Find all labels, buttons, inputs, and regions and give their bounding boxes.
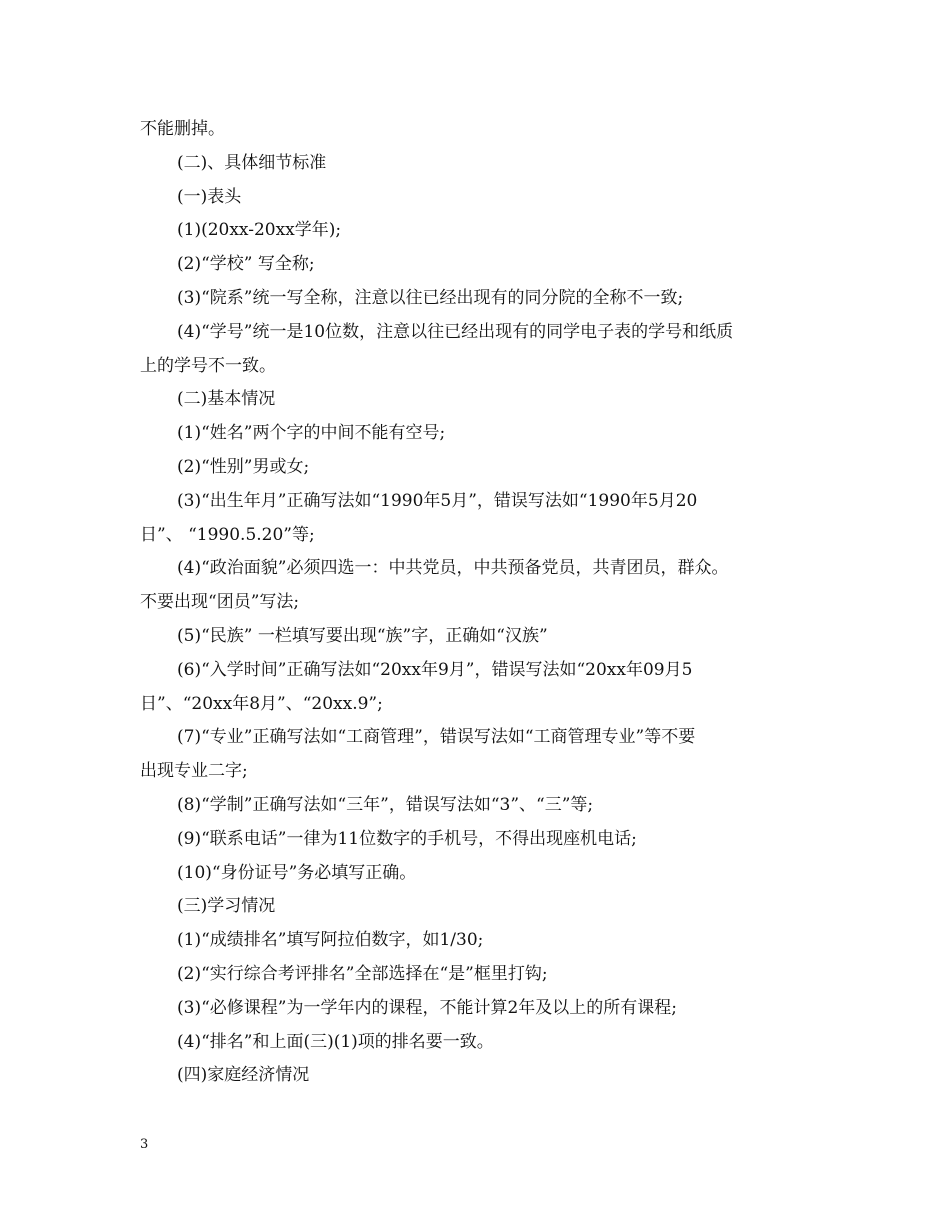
- text-line: (9)“联系电话”一律为11位数字的手机号，不得出现座机电话;: [177, 828, 637, 849]
- text-line: (7)“专业”正确写法如“工商管理”，错误写法如“工商管理专业”等不要: [177, 727, 696, 748]
- text-line: (三)学习情况: [177, 896, 276, 917]
- text-line: (10)“身份证号”务必填写正确。: [177, 862, 417, 883]
- text-line: (1)“姓名”两个字的中间不能有空号;: [177, 423, 446, 444]
- text-line: (二)基本情况: [177, 389, 276, 410]
- text-line: 出现专业二字;: [140, 761, 248, 782]
- text-line: 不能删掉。: [140, 119, 225, 139]
- text-line: 不要出现“团员”写法;: [140, 592, 300, 613]
- text-line: 日”、 “1990.5.20”等;: [140, 524, 315, 545]
- text-line: (3)“出生年月”正确写法如“1990年5月”，错误写法如“1990年5月20: [177, 490, 698, 511]
- text-line: (4)“政治面貌”必须四选一：中共党员，中共预备党员，共青团员，群众。: [177, 558, 729, 579]
- text-line: (4)“学号”统一是10位数，注意以往已经出现有的同学电子表的学号和纸质: [177, 321, 734, 342]
- text-line: (四)家庭经济情况: [177, 1065, 310, 1086]
- text-line: (二)、具体细节标准: [177, 152, 327, 173]
- text-line: (8)“学制”正确写法如“三年”，错误写法如“3”、“三”等;: [177, 794, 594, 815]
- text-line: (1)(20xx-20xx学年);: [177, 220, 342, 241]
- text-line: (5)“民族” 一栏填写要出现“族”字，正确如“汉族”: [177, 625, 548, 646]
- text-line: (2)“实行综合考评排名”全部选择在“是”框里打钩;: [177, 963, 548, 984]
- text-line: (2)“性别”男或女;: [177, 456, 310, 477]
- text-line: (6)“入学时间”正确写法如“20xx年9月”，错误写法如“20xx年09月5: [177, 659, 693, 680]
- text-line: (一)表头: [177, 186, 242, 207]
- text-line: 日”、“20xx年8月”、“20xx.9”;: [140, 693, 383, 714]
- text-line: (1)“成绩排名”填写阿拉伯数字，如1/30;: [177, 930, 484, 951]
- text-line: (3)“院系”统一写全称，注意以往已经出现有的同分院的全称不一致;: [177, 287, 684, 308]
- text-line: (4)“排名”和上面(三)(1)项的排名要一致。: [177, 1031, 494, 1052]
- text-line: (3)“必修课程”为一学年内的课程，不能计算2年及以上的所有课程;: [177, 997, 678, 1018]
- page-number: 3: [140, 1137, 149, 1152]
- text-line: 上的学号不一致。: [140, 355, 276, 376]
- text-line: (2)“学校” 写全称;: [177, 254, 315, 275]
- document-body: [140, 113, 815, 1093]
